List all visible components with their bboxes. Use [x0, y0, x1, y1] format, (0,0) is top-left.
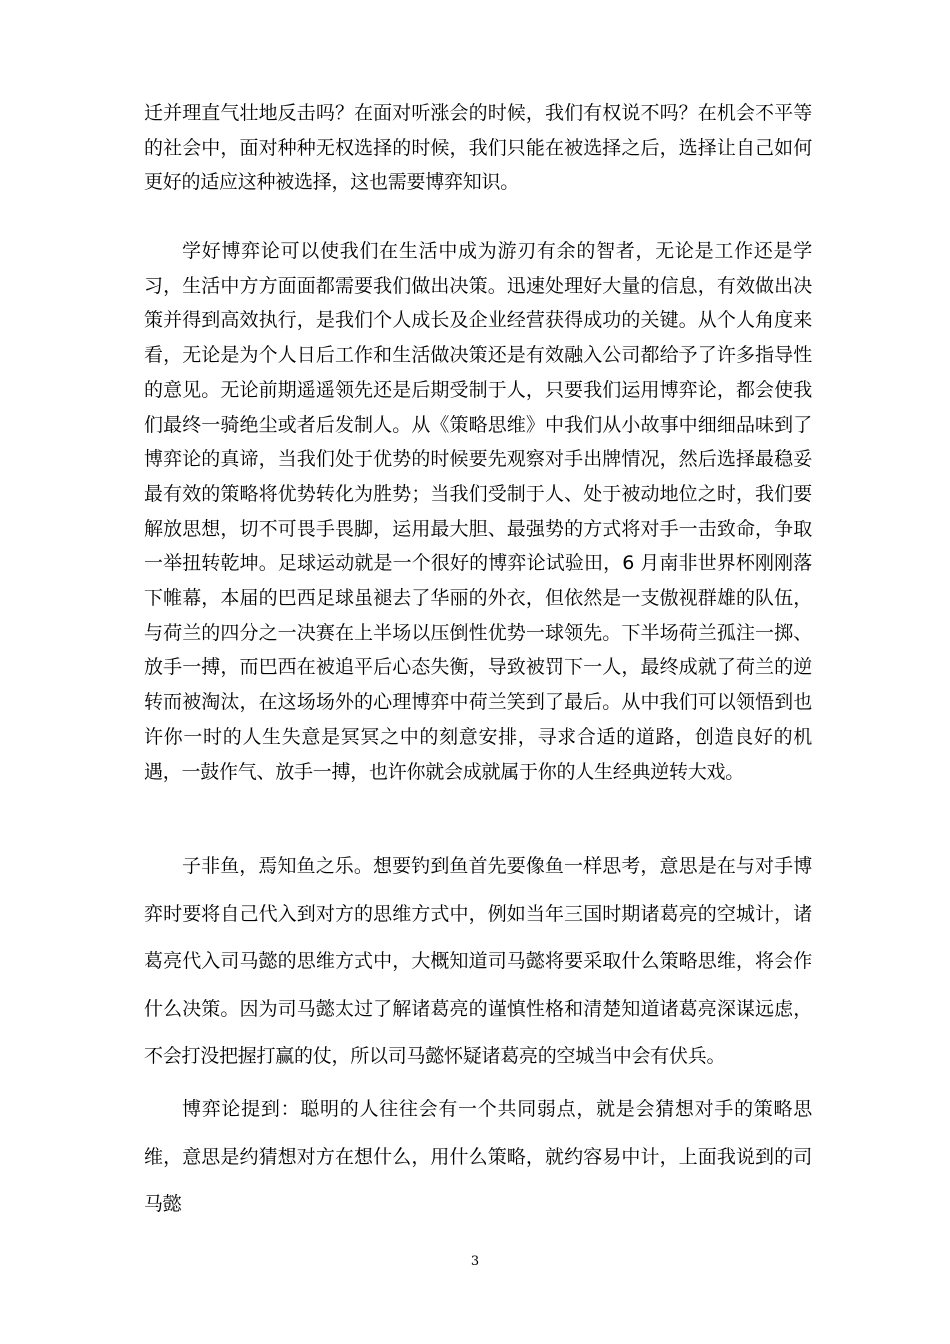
paragraph-2: 学好博弈论可以使我们在生活中成为游刃有余的智者，无论是工作还是学习，生活中方方面面都需要我们做出决策。迅速处理好大量的信息，有效做出决策并得到高效执行，是我们个人成长及企业经营获得成功的关键。从个人角度来看，无论是为个人日后工作和生活做决策还是有效融入公司都给予了许多指导性的意见。无论前期遥遥领先还是后期受制于人，只要我们运用博弈论，都会使我们最终一骑绝尘或者后发制人。从《策略思维》中我们从小故事中细细品味到了博弈论的真谛，当我们处于优势的时候要先观察对手出牌情况，然后选择最稳妥最有效的策略将优势转化为胜势；当我们受制于人、处于被动地位之时，我们要解放思想，切不可畏手畏脚，运用最大胆、最强势的方式将对手一击致命，争取一举扭转乾坤。足球运动就是一个很好的博弈论试验田，6 月南非世界杯刚刚落下帷幕，本届的巴西足球虽褪去了华丽的外衣，但依然是一支傲视群雄的队伍，与荷兰的四分之一决赛在上半场以压倒性优势一球领先。下半场荷兰孤注一掷、放手一搏，而巴西在被追平后心态失衡，导致被罚下一人，最终成就了荷兰的逆转而被淘汰，在这场场外的心理博弈中荷兰笑到了最后。从中我们可以领悟到也许你一时的人生失意是冥冥之中的刻意安排，寻求合适的道路，创造良好的机遇，一鼓作气、放手一搏，也许你就会成就属于你的人生经典逆转大戏。 [144, 240, 812, 783]
page-number: 3 [470, 1254, 480, 1269]
paragraph-3: 子非鱼，焉知鱼之乐。想要钓到鱼首先要像鱼一样思考，意思是在与对手博弈时要将自己代入到对方的思维方式中，例如当年三国时期诸葛亮的空城计，诸葛亮代入司马懿的思维方式中，大概知道司马懿将要采取什么策略思维，将会作什么决策。因为司马懿太过了解诸葛亮的谨慎性格和清楚知道诸葛亮深谋远虑，不会打没把握打赢的仗，所以司马懿怀疑诸葛亮的空城当中会有伏兵。 [144, 855, 812, 1068]
paragraph-1: 迁并理直气壮地反击吗？在面对听涨会的时候，我们有权说不吗？在机会不平等的社会中，面对种种无权选择的时候，我们只能在被选择之后，选择让自己如何更好的适应这种被选择，这也需要博弈知识。 [144, 102, 812, 193]
paragraph-4: 博弈论提到：聪明的人往往会有一个共同弱点，就是会猜想对手的策略思维，意思是约猜想对方在想什么，用什么策略，就约容易中计，上面我说到的司马懿 [144, 1098, 812, 1216]
